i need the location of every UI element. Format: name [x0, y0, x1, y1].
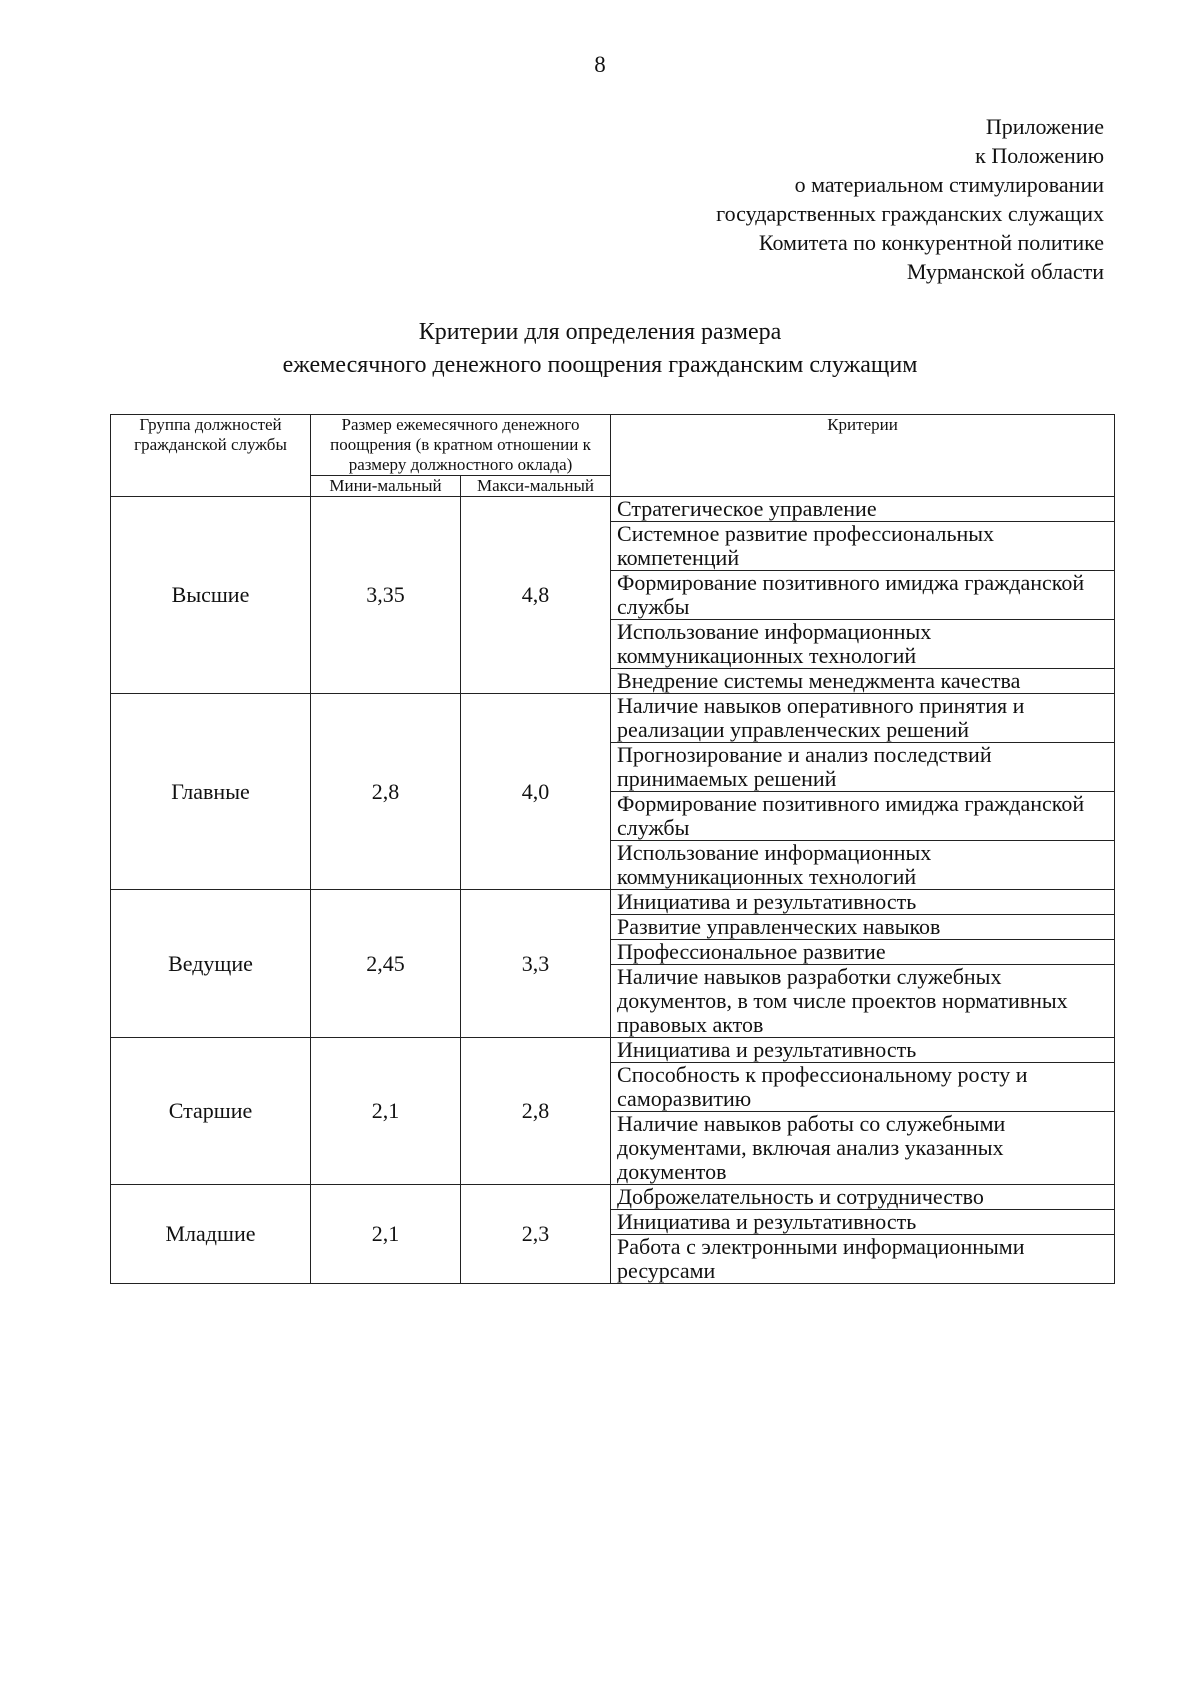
group-name-cell: Старшие [111, 1038, 311, 1185]
criterion-cell: Доброжелательность и сотрудничество [611, 1185, 1115, 1210]
criterion-cell: Прогнозирование и анализ последствий принимаемых решений [611, 743, 1115, 792]
group-name-cell: Высшие [111, 497, 311, 694]
criterion-cell: Работа с электронными информационными ресурсами [611, 1235, 1115, 1284]
criterion-cell: Развитие управленческих навыков [611, 915, 1115, 940]
criterion-cell: Формирование позитивного имиджа гражданской службы [611, 792, 1115, 841]
header-max: Макси-мальный [461, 476, 611, 497]
criterion-cell: Наличие навыков работы со служебными документами, включая анализ указанных документов [611, 1112, 1115, 1185]
criterion-cell: Способность к профессиональному росту и саморазвитию [611, 1063, 1115, 1112]
group-name-cell: Младшие [111, 1185, 311, 1284]
group-name-cell: Главные [111, 694, 311, 890]
criteria-table [110, 414, 1115, 1284]
criterion-cell: Использование информационных коммуникационных технологий [611, 841, 1115, 890]
page-number: 8 [594, 52, 606, 77]
header-group: Группа должностей гражданской службы [111, 415, 311, 497]
document-title-line: ежемесячного денежного поощрения гражданским служащим [282, 352, 918, 378]
criterion-cell: Стратегическое управление [611, 497, 1115, 522]
criterion-cell: Наличие навыков разработки служебных документов, в том числе проектов нормативных правовых актов [611, 965, 1115, 1038]
max-value-cell: 2,3 [461, 1185, 611, 1284]
max-value-cell: 4,8 [461, 497, 611, 694]
appendix-line: Приложение [985, 114, 1104, 139]
table-header [111, 415, 1115, 497]
criterion-cell: Внедрение системы менеджмента качества [611, 669, 1115, 694]
appendix-line: Комитета по конкурентной политике [758, 230, 1104, 255]
header-criteria: Критерии [611, 415, 1115, 497]
min-value-cell: 3,35 [311, 497, 461, 694]
document-title-line: Критерии для определения размера [418, 319, 782, 345]
criterion-cell: Системное развитие профессиональных компетенций [611, 522, 1115, 571]
max-value-cell: 4,0 [461, 694, 611, 890]
table-row [111, 1038, 1115, 1063]
criterion-cell: Инициатива и результативность [611, 1038, 1115, 1063]
criterion-cell: Инициатива и результативность [611, 1210, 1115, 1235]
table-row [111, 890, 1115, 915]
header-min: Мини-мальный [311, 476, 461, 497]
max-value-cell: 3,3 [461, 890, 611, 1038]
group-name-cell: Ведущие [111, 890, 311, 1038]
table-row [111, 694, 1115, 743]
appendix-line: Мурманской области [906, 259, 1104, 284]
table-body [111, 497, 1115, 1284]
criterion-cell: Наличие навыков оперативного принятия и реализации управленческих решений [611, 694, 1115, 743]
appendix-line: к Положению [975, 143, 1104, 168]
min-value-cell: 2,45 [311, 890, 461, 1038]
criterion-cell: Профессиональное развитие [611, 940, 1115, 965]
appendix-line: государственных гражданских служащих [716, 201, 1104, 226]
criterion-cell: Формирование позитивного имиджа гражданской службы [611, 571, 1115, 620]
min-value-cell: 2,1 [311, 1185, 461, 1284]
appendix-block [716, 112, 1104, 286]
document-title [0, 316, 1200, 382]
header-size: Размер ежемесячного денежного поощрения (в кратном отношении к размеру должностного оклада) [311, 415, 611, 476]
min-value-cell: 2,1 [311, 1038, 461, 1185]
appendix-line: о материальном стимулировании [794, 172, 1104, 197]
criterion-cell: Использование информационных коммуникационных технологий [611, 620, 1115, 669]
table-row [111, 1185, 1115, 1210]
table-row [111, 497, 1115, 522]
min-value-cell: 2,8 [311, 694, 461, 890]
max-value-cell: 2,8 [461, 1038, 611, 1185]
criterion-cell: Инициатива и результативность [611, 890, 1115, 915]
